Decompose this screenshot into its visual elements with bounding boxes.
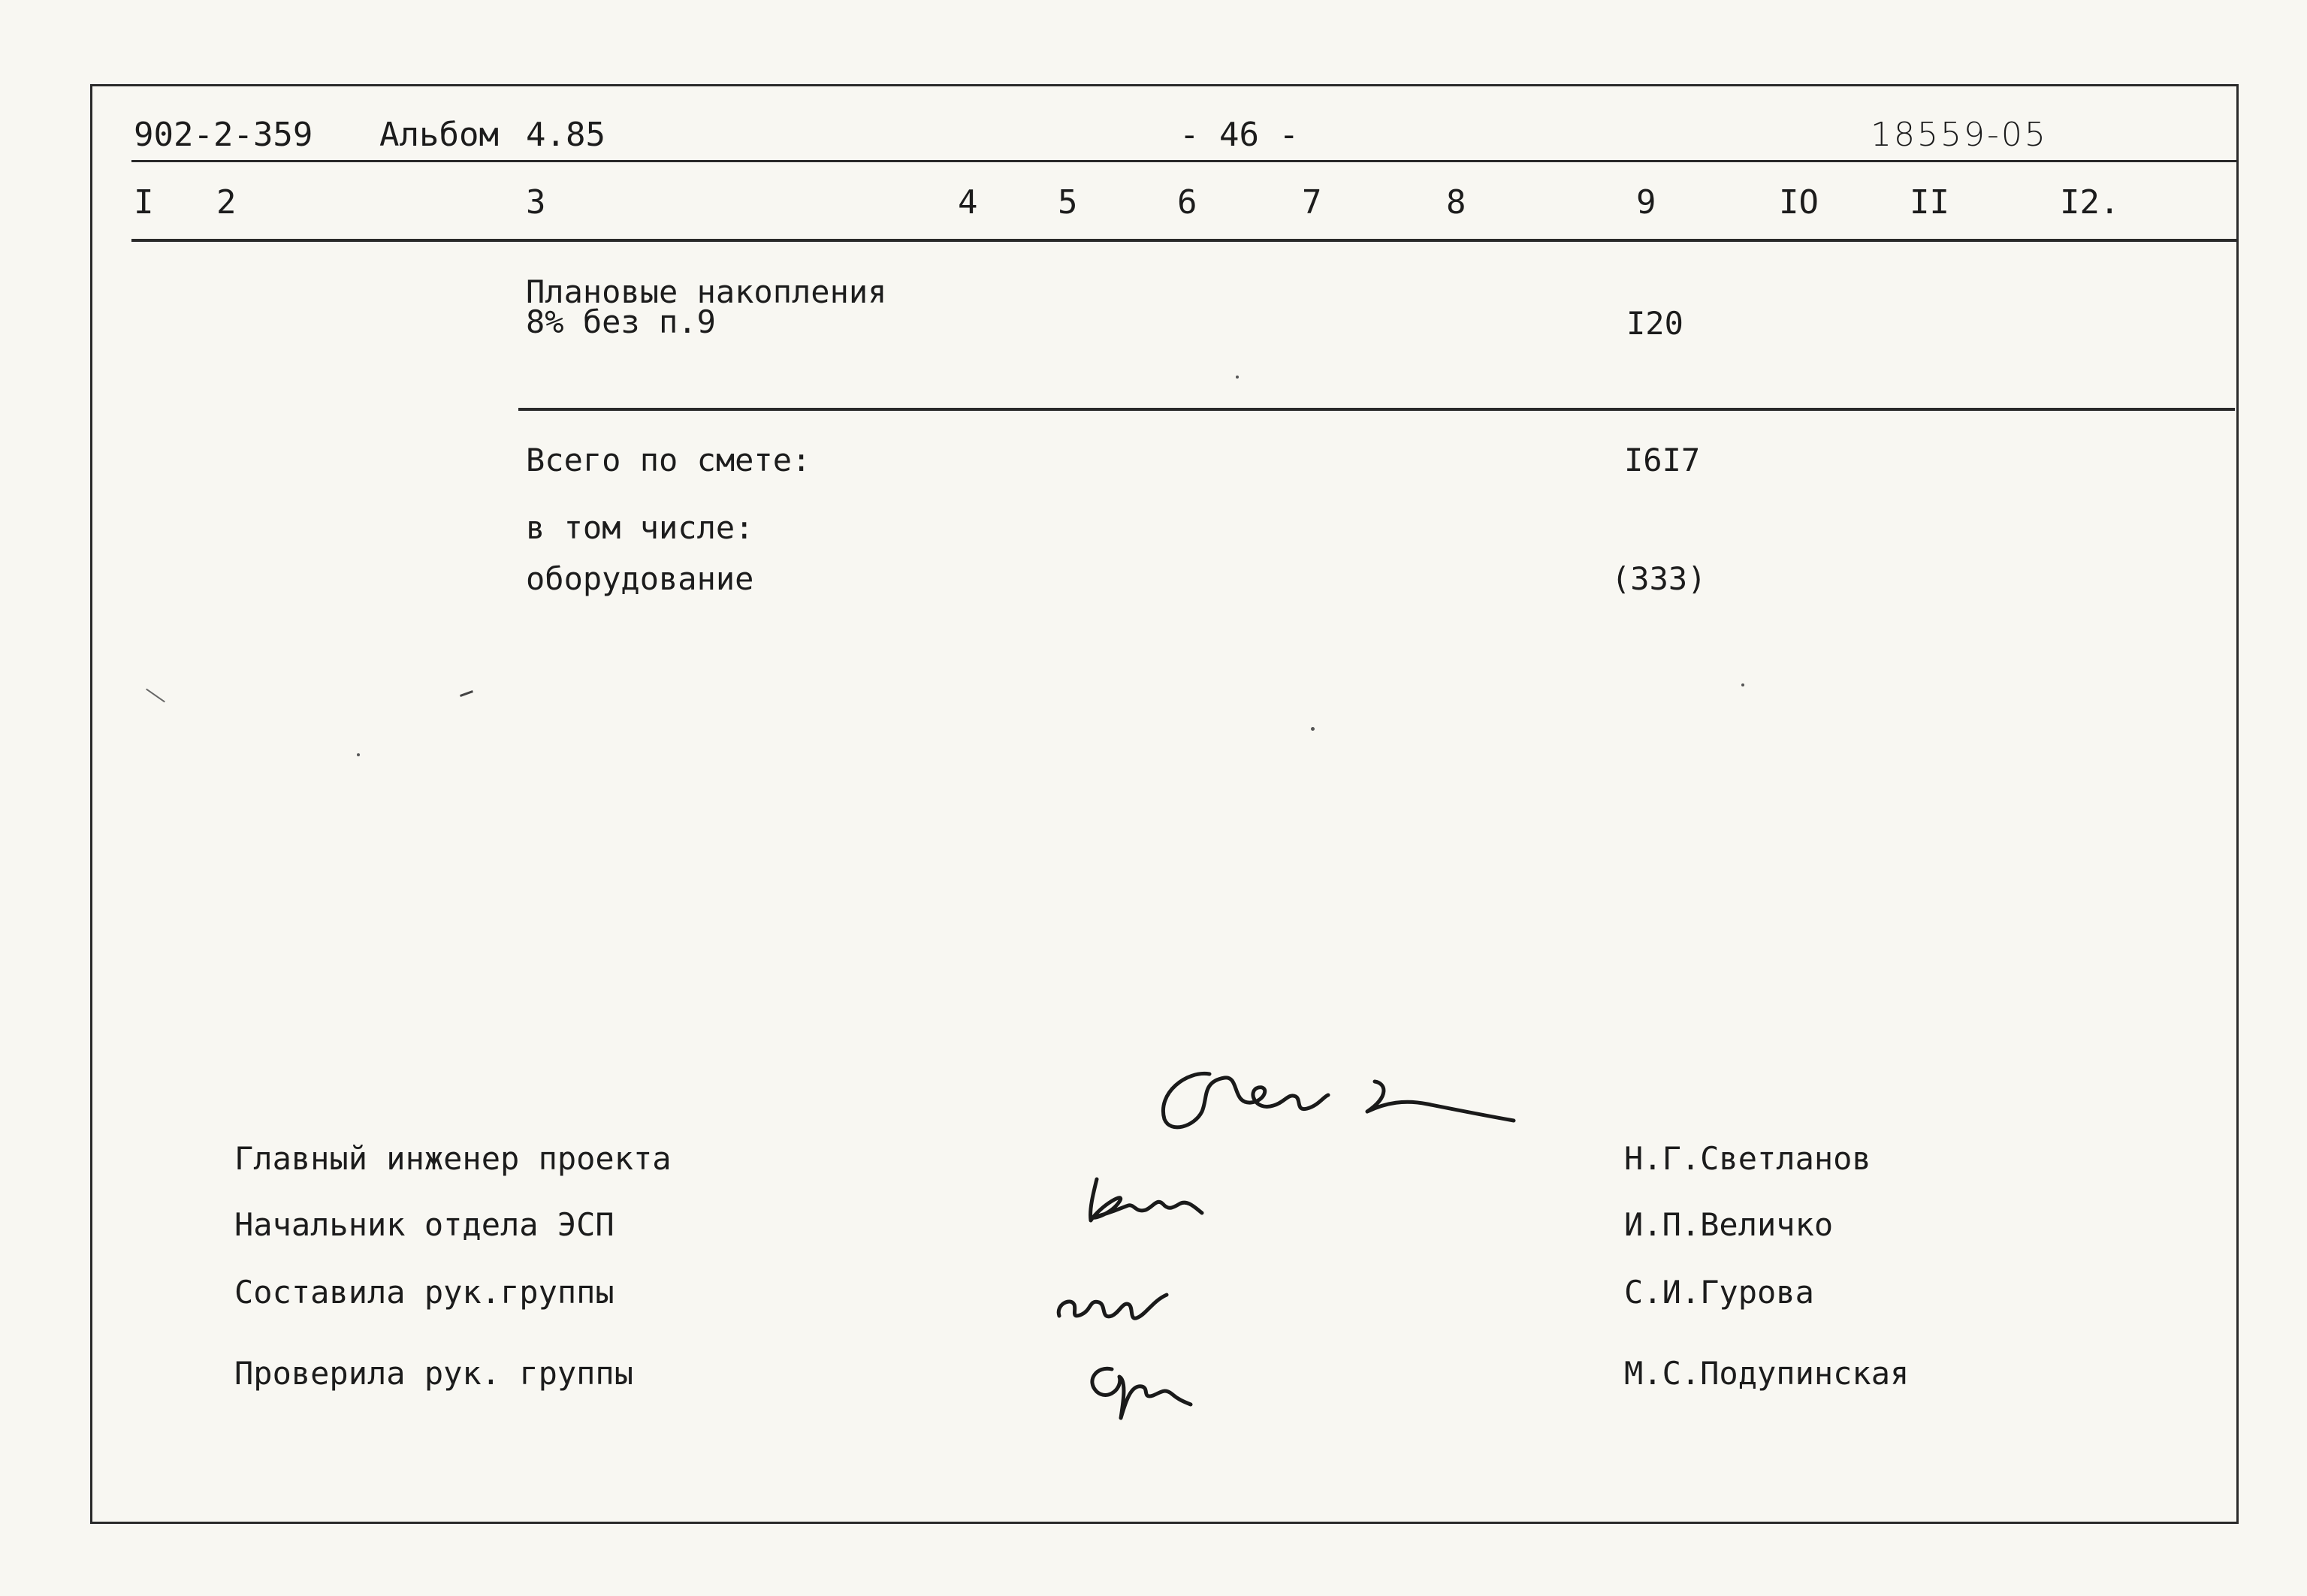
signature-chief-engineer xyxy=(1127,1051,1517,1157)
col-4: 4 xyxy=(958,183,978,222)
album-label: Альбом xyxy=(379,116,499,154)
role-chief-engineer: Главный инженер проекта xyxy=(234,1140,672,1177)
col-8: 8 xyxy=(1446,183,1466,222)
row-including-label: в том числе: xyxy=(526,509,754,546)
columns-divider xyxy=(131,239,2239,242)
frame-right xyxy=(2236,84,2239,1524)
row-total-value: I6I7 xyxy=(1624,442,1701,478)
subtotal-divider xyxy=(518,408,2235,411)
col-10: IO xyxy=(1779,183,1819,222)
scan-mark xyxy=(146,689,165,703)
col-12: I2. xyxy=(2060,183,2120,222)
scan-speck xyxy=(357,753,360,756)
row-total-label: Всего по смете: xyxy=(526,442,811,478)
row-planned-savings-value: I20 xyxy=(1626,305,1683,342)
col-2: 2 xyxy=(216,183,237,222)
col-1: I xyxy=(134,183,154,222)
role-department-head: Начальник отдела ЭСП xyxy=(234,1206,614,1243)
col-3: 3 xyxy=(526,183,546,222)
col-5: 5 xyxy=(1058,183,1078,222)
signature-department-head xyxy=(1082,1160,1232,1228)
frame-top xyxy=(90,84,2239,86)
header-divider xyxy=(131,160,2239,162)
name-compiled-by: С.И.Гурова xyxy=(1624,1274,1814,1311)
col-6: 6 xyxy=(1177,183,1197,222)
frame-left xyxy=(90,84,92,1524)
scan-speck xyxy=(1236,376,1239,379)
frame-bottom xyxy=(90,1522,2239,1524)
row-planned-savings-line2: 8% без п.9 xyxy=(526,303,716,340)
row-equipment-value: (333) xyxy=(1611,560,1707,597)
col-9: 9 xyxy=(1636,183,1656,222)
row-equipment-label: оборудование xyxy=(526,560,754,597)
scan-mark xyxy=(460,690,473,697)
scan-speck xyxy=(1311,727,1315,731)
role-checked-by: Проверила рук. группы xyxy=(234,1355,634,1392)
document-code: 902-2-359 xyxy=(134,116,313,154)
name-chief-engineer: Н.Г.Светланов xyxy=(1624,1140,1871,1177)
role-compiled-by: Составила рук.группы xyxy=(234,1274,614,1311)
scan-speck xyxy=(1741,683,1744,686)
row-planned-savings-line1: Плановые накопления xyxy=(526,273,887,310)
signature-compiled-by xyxy=(1040,1278,1191,1331)
signature-checked-by xyxy=(1067,1350,1217,1426)
page-number: - 46 - xyxy=(1179,116,1299,154)
col-7: 7 xyxy=(1302,183,1322,222)
inventory-number: 18559-05 xyxy=(1871,116,2048,154)
name-checked-by: М.С.Подупинская xyxy=(1624,1355,1910,1392)
col-11: II xyxy=(1910,183,1949,222)
album-date: 4.85 xyxy=(526,116,605,154)
name-department-head: И.П.Величко xyxy=(1624,1206,1834,1243)
